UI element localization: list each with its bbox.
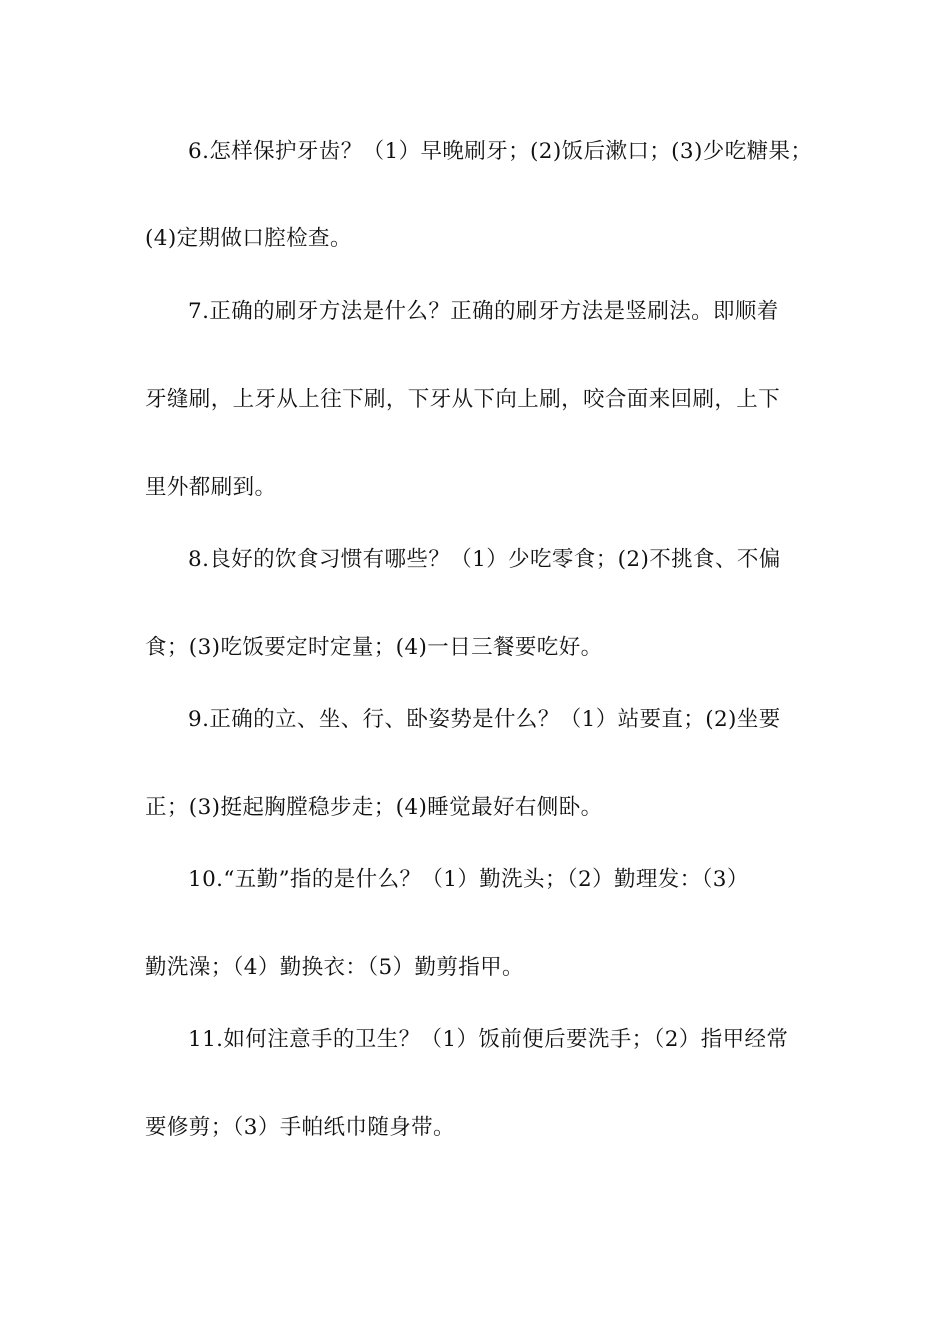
q9-line-2: 正；(3)挺起胸膛稳步走；(4)睡觉最好右侧卧。	[145, 795, 603, 820]
q10-line-2: 勤洗澡；（4）勤换衣：（5）勤剪指甲。	[145, 955, 524, 980]
q8-line-2: 食；(3)吃饭要定时定量；(4)一日三餐要吃好。	[145, 635, 603, 660]
q11-line-2: 要修剪；（3）手帕纸巾随身带。	[145, 1115, 455, 1140]
q6-line-2: (4)定期做口腔检查。	[145, 226, 352, 251]
q10-line-1: 10.“五勤”指的是什么？（1）勤洗头；（2）勤理发：（3）	[188, 867, 749, 892]
q9-line-1: 9.正确的立、坐、行、卧姿势是什么？（1）站要直；(2)坐要	[188, 707, 781, 732]
q6-line-1: 6.怎样保护牙齿？（1）早晚刷牙；(2)饭后漱口；(3)少吃糖果；	[188, 139, 813, 164]
q11-line-1: 11.如何注意手的卫生？（1）饭前便后要洗手；（2）指甲经常	[188, 1027, 789, 1052]
q8-line-1: 8.良好的饮食习惯有哪些？（1）少吃零食；(2)不挑食、不偏	[188, 547, 781, 572]
q7-line-3: 里外都刷到。	[145, 475, 277, 500]
q7-line-2: 牙缝刷，上牙从上往下刷，下牙从下向上刷，咬合面来回刷，上下	[145, 387, 781, 412]
q7-line-1: 7.正确的刷牙方法是什么？正确的刷牙方法是竖刷法。即顺着	[188, 299, 779, 324]
